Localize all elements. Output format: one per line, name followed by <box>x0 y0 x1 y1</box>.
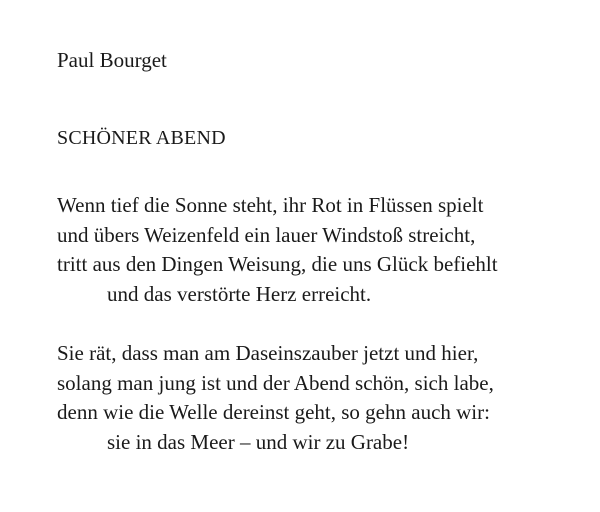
poem-stanza-2 <box>57 339 587 457</box>
poem-line: Sie rät, dass man am Daseinszauber jetzt und hier, <box>57 341 479 365</box>
poem-line-indented: sie in das Meer – und wir zu Grabe! <box>107 429 410 454</box>
poem-line-indented: und das verstörte Herz erreicht. <box>107 281 372 306</box>
poem-author: Paul Bourget <box>57 48 167 72</box>
poem-line: denn wie die Welle dereinst geht, so gehn auch wir: <box>57 400 490 424</box>
poem-line: tritt aus den Dingen Weisung, die uns Glück befiehlt <box>57 252 498 276</box>
poem-stanza-1 <box>57 191 587 309</box>
poem-line: Wenn tief die Sonne steht, ihr Rot in Flüssen spielt <box>57 193 484 217</box>
poem-title: SCHÖNER ABEND <box>57 127 226 149</box>
poem-line: und übers Weizenfeld ein lauer Windstoß streicht, <box>57 222 476 247</box>
poem-line: solang man jung ist und der Abend schön, sich labe, <box>57 370 494 395</box>
